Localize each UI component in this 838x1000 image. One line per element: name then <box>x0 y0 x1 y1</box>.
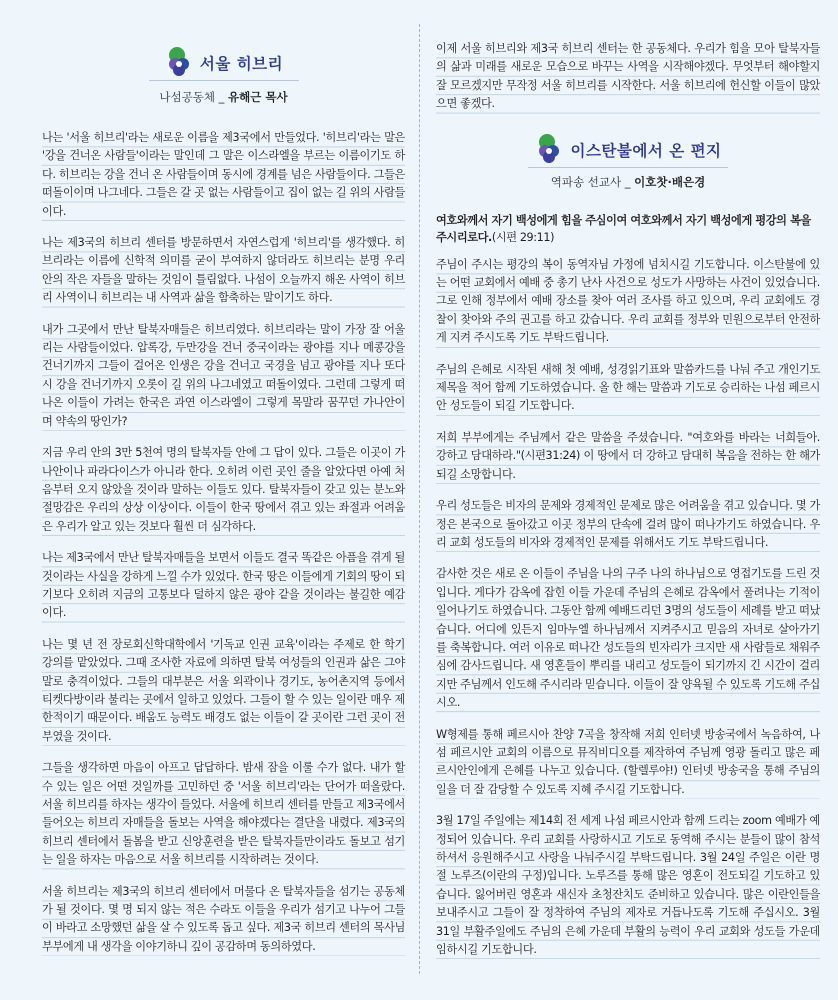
article-title: 이스탄불에서 온 편지 <box>570 141 722 160</box>
left-column <box>42 34 405 969</box>
right-article-body <box>436 212 820 960</box>
paragraph: 나는 몇 년 전 장로회신학대학에서 '기독교 인권 교육'이라는 주제로 한 학기 강의를 맡았었다. 그때 조사한 자료에 의하면 탈북 여성들의 인권과 삶은 그야말로 충격이었다. 그들의 대부분은 서울 외곽이나 경기도, 농어촌지역 등에서 티켓다방이라 불리는 곳에서 일하고 있었다. 그들이 할 수 있는 일이란 매우 제한적이기 때문이다. 배움도 능력도 배경도 없는 이들이 갈 곳이란 그런 곳이 전부였을 것이다. <box>42 636 405 746</box>
paragraph: 나는 제3국의 히브리 센터를 방문하면서 자연스럽게 '히브리'를 생각했다. 히브리라는 이름에 신학적 의미를 굳이 부여하지 않더라도 히브리는 분명 우리 안의 작은 자들을 말하는 것임이 틀림없다. 나섬이 오늘까지 해온 사역이 히브리 사역이니 히브리는 내 사역과 삶을 함축하는 말이기도 하다. <box>42 234 405 308</box>
article-title: 서울 히브리 <box>199 55 284 73</box>
paragraph: 서울 히브리는 제3국의 히브리 센터에서 머물다 온 탈북자들을 섬기는 공동체가 될 것이다. 몇 명 되지 않는 적은 수라도 이들을 우리가 섬기고 나누어 그들이 바라고 소망했던 삶을 살 수 있도록 돕고 싶다. 제3국 히브리 센터의 목사님 부부에게 내 생각을 이야기하니 깊이 공감하며 동의하였다. <box>42 883 405 957</box>
byline-author: 이호찻·배은경 <box>634 174 706 189</box>
paragraph: 감사한 것은 새로 온 이들이 주님을 나의 구주 나의 하나님으로 영접기도를 드린 것입니다. 게다가 감옥에 잡힌 이들 가운데 주님의 은혜로 감옥에서 풀려나는 기적이 일어나기도 하였습니다. 그동안 함께 예배드리던 3명의 성도들이 세례를 받고 떠났습니다. 어디에 있든지 임마누엘 하나님께서 지켜주시고 믿음의 자녀로 살아가기를 축복합니다. 여러 이유로 떠나간 성도들의 빈자리가 크지만 새 사람들로 채워주심에 감사드립니다. 새 영혼들이 뿌리를 내리고 성도들이 되기까지 긴 시간이 걸리지만 주님께서 인도해 주시리라 믿습니다. 이들이 잘 양육될 수 있도록 기도해 주십시오. <box>436 565 820 712</box>
flower-logo-icon <box>164 44 198 78</box>
title-underline <box>149 80 299 81</box>
seoul-hebrew-header <box>42 34 405 105</box>
title-underline <box>528 167 728 168</box>
paragraph: 그들을 생각하면 마음이 아프고 답답하다. 밤새 잠을 이룰 수가 없다. 내가 할 수 있는 일은 어떤 것일까를 고민하던 중 '서울 히브리'라는 단어가 떠올랐다. 서울 히브리를 하자는 생각이 들었다. 서울에 히브리 센터를 만들고 제3국에서 들어오는 히브리 자매들을 돌보는 사역을 해야겠다는 결단을 내렸다. 제3국의 히브리 센터에서 돌봄을 받고 신앙훈련을 받은 탈북자들만이라도 돌보고 섬기는 일을 하자는 마음으로 서울 히브리를 시작하려는 것이다. <box>42 759 405 869</box>
istanbul-letter-header <box>436 121 820 190</box>
paragraph: 저희 부부에게는 주님께서 같은 말씀을 주셨습니다. "여호와를 바라는 너희들아. 강하고 담대하라."(시편31:24) 이 땅에서 더 강하고 담대히 복음을 전하는 한 해가 되길 소망합니다. <box>436 429 820 484</box>
byline-author: 유해근 목사 <box>228 90 288 104</box>
paragraph: 주님이 주시는 평강의 복이 동역자님 가정에 넘치시길 기도합니다. 이스탄불에 있는 어떤 교회에서 예배 중 총기 난사 사건으로 성도가 사망하는 사건이 있었습니다. 그로 인해 정부에서 예배 장소를 찾아 여러 조사를 하고 있으며, 우리 교회에도 경찰이 찾아와 주의 권고를 하고 갔습니다. 우리 교회를 정부와 민원으로부터 안전하게 지켜 주시도록 기도 부탁드립니다. <box>436 256 820 348</box>
scripture-lead <box>436 212 820 246</box>
byline-prefix: 역파송 선교사 _ <box>550 174 635 189</box>
scripture-reference: (시편 29:11) <box>491 230 555 244</box>
paragraph: 내가 그곳에서 만난 탈북자매들은 히브리였다. 히브리라는 말이 가장 잘 어울리는 사람들이었다. 압록강, 두만강을 건너 중국이라는 광야를 지나 메콩강을 건너기까지 그들이 걸어온 인생은 강을 건너고 국경을 넘고 광야를 지나 또다시 강을 건너기까지 오롯이 길 위의 나그네였고 떠돌이였다. 그런데 그렇게 떠나온 이들이 가려는 한국은 과연 이스라엘이 그렇게 목말라 꿈꾸던 가나안이며 약속의 땅인가? <box>42 321 405 431</box>
left-article-body <box>42 129 405 956</box>
byline-prefix: 나섬공동체 _ <box>159 90 229 104</box>
article-byline <box>42 89 405 105</box>
paragraph: 3월 17일 주일에는 제14회 전 세계 나섬 페르시안과 함께 드리는 zoom 예배가 예정되어 있습니다. 우리 교회를 사랑하시고 기도로 동역해 주시는 분들이 많이 참석하셔서 응원해주시고 사랑을 나눠주시길 부탁드립니다. 3월 24일 주일은 이란 명절 노루즈(이란의 구정)입니다. 노루즈를 통해 많은 영혼이 전도되길 기도하고 있습니다. 잃어버린 영혼과 새신자 초청잔치도 준비하고 있습니다. 많은 이란인들을 보내주시고 그들이 잘 정착하여 주님의 제자로 거듭나도록 기도해 주십시오. 3월 31일 부활주일에도 주님의 은혜 가운데 부활의 능력이 우리 교회와 성도들 가운데 임하시길 기도합니다. <box>436 812 820 959</box>
scripture-text: 여호와께서 자기 백성에게 힘을 주심이여 여호와께서 자기 백성에게 평강의 복을 주시리로다. <box>436 213 811 244</box>
paragraph: 나는 제3국에서 만난 탈북자매들을 보면서 이들도 결국 똑같은 아픔을 겪게 될 것이라는 사실을 강하게 느낄 수가 있었다. 한국 땅은 이들에게 기회의 땅이 되기보다 오히려 지금의 고통보다 덜하지 않은 광야 같을 것이라는 불길한 예감이다. <box>42 549 405 623</box>
paragraph: 주님의 은혜로 시작된 새해 첫 예배, 성경읽기표와 말씀카드를 나눠 주고 개인기도 제목을 적어 함께 기도하였습니다. 올 한 해는 말씀과 기도로 승리하는 나섬 페르시안 성도들이 되길 기도합니다. <box>436 361 820 416</box>
paragraph: 나는 '서울 히브리'라는 새로운 이름을 제3국에서 만들었다. '히브리'라는 말은 '강을 건너온 사람들'이라는 말인데 그 말은 이스라엘을 부르는 이름이기도 하다. 히브리는 강을 건너 온 사람들이며 동시에 경계를 넘은 사람들이다. 그들은 떠돌이이며 나그네다. 그들은 갈 곳 없는 사람들이고 집이 없는 길 위의 사람들이다. <box>42 129 405 221</box>
right-column <box>436 40 820 972</box>
paragraph: 우리 성도들은 비자의 문제와 경제적인 문제로 많은 어려움을 겪고 있습니다. 몇 가정은 본국으로 돌아갔고 이곳 정부의 단속에 걸려 많이 떠나가기도 하였습니다. 우리 교회 성도들의 비자와 경제적인 문제를 위해서도 기도 부탁드립니다. <box>436 497 820 552</box>
paragraph: W형제를 통해 페르시아 찬양 7곡을 창작해 저희 인터넷 방송국에서 녹음하여, 나섬 페르시안 교회의 이름으로 뮤직비디오를 제작하여 주님께 영광 돌리고 많은 페르시안인에게 은혜를 나누고 있습니다. (할렐루야!) 인터넷 방송국을 통해 주님의 일을 더 잘 감당할 수 있도록 지혜 주시길 기도합니다. <box>436 726 820 800</box>
paragraph: 지금 우리 안의 3만 5천여 명의 탈북자들 안에 그 답이 있다. 그들은 이곳이 가나안이나 파라다이스가 아니라 한다. 오히려 이런 곳인 줄을 알았다면 아예 처음부터 오지 않았을 것이라 말하는 이들도 있다. 탈북자들이 갖고 있는 분노와 절망감은 우리의 상상 이상이다. 이들이 한국 땅에서 겪고 있는 좌절과 어려움은 우리가 알고 있는 것보다 훨씬 더 심각하다. <box>42 444 405 536</box>
intro-paragraph: 이제 서울 히브리와 제3국 히브리 센터는 한 공동체다. 우리가 힘을 모아 탈북자들의 삶과 미래를 새로운 모습으로 바꾸는 사역을 시작해야겠다. 무엇부터 해야할지 잘 모르겠지만 무작정 서울 히브리를 시작한다. 서울 히브리에 헌신할 이들이 많았으면 좋겠다. <box>436 40 820 114</box>
flower-logo-icon <box>534 131 568 165</box>
column-divider <box>419 24 420 974</box>
article-byline <box>436 174 820 190</box>
